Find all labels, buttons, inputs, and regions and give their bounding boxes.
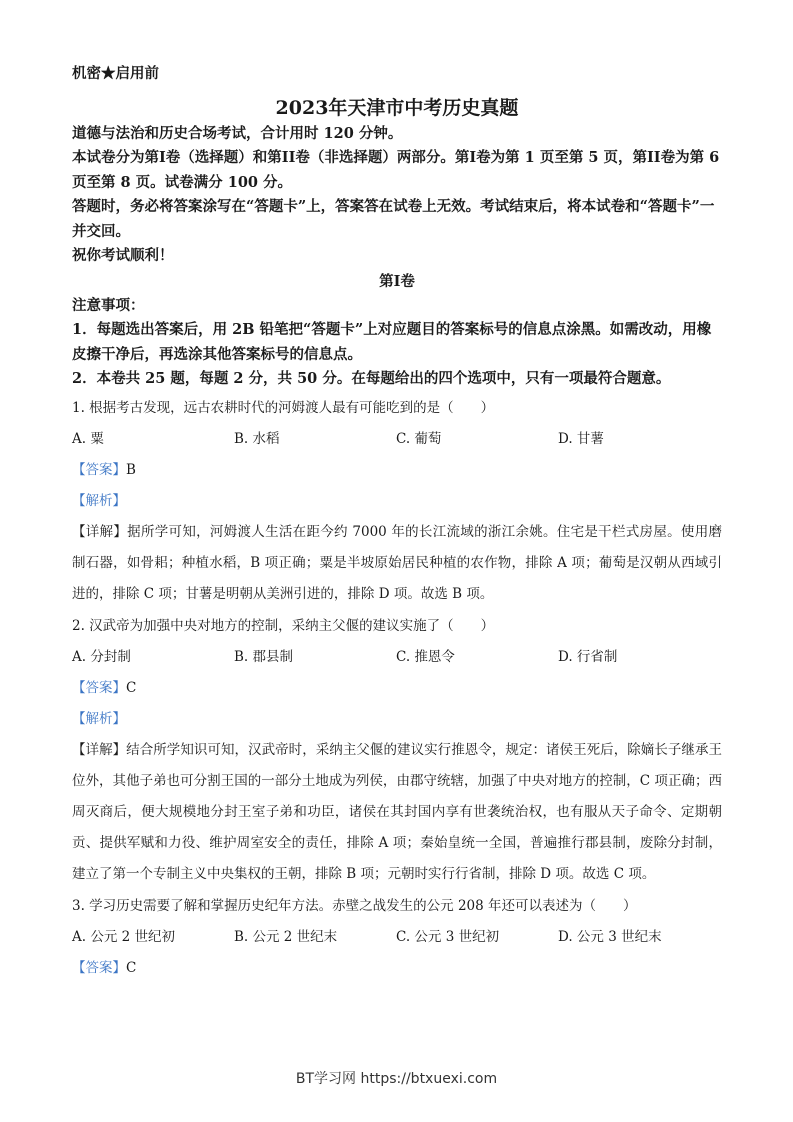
answer-tag: 【答案】	[72, 959, 126, 976]
question-options	[72, 424, 722, 455]
confidential-label: 机密★启用前	[72, 65, 159, 82]
question-stem: 2. 汉武帝为加强中央对地方的控制，采纳主父偃的建议实施了（ ）	[72, 617, 495, 634]
question-options	[72, 922, 722, 953]
answer-tag: 【答案】	[72, 461, 126, 478]
notice-item: 1．每题选出答案后，用 2B 铅笔把“答题卡”上对应题目的答案标号的信息点涂黑。如需改动，用橡皮擦干净后，再选涂其他答案标号的信息点。	[72, 321, 712, 363]
intro-line: 祝你考试顺利！	[72, 247, 174, 264]
option-b: B. 公元 2 世纪末	[234, 928, 338, 945]
analysis-line	[72, 486, 722, 517]
answer-tag: 【答案】	[72, 679, 126, 696]
option-c: C. 葡萄	[396, 430, 442, 447]
option-b: B. 水稻	[234, 430, 280, 447]
question-stem: 1. 根据考古发现，远古农耕时代的河姆渡人最有可能吃到的是（ ）	[72, 399, 495, 416]
intro-line: 道德与法治和历史合场考试，合计用时 120 分钟。	[72, 124, 403, 142]
detail-paragraph	[72, 517, 722, 610]
option-b: B. 郡县制	[234, 648, 294, 665]
question-options	[72, 642, 722, 673]
volume-title: 第I卷	[379, 272, 415, 290]
detail-tag: 【详解】	[72, 741, 127, 758]
notice-item: 2．本卷共 25 题，每题 2 分，共 50 分。在每题给出的四个选项中，只有一项最符合题意。	[72, 370, 671, 387]
answer-line	[72, 455, 722, 486]
answer-line	[72, 673, 722, 704]
option-a: A. 粟	[72, 430, 104, 447]
footer-watermark-link[interactable]: BT学习网 https://btxuexi.com	[295, 1071, 498, 1087]
analysis-tag: 【解析】	[72, 710, 126, 727]
notice-heading: 注意事项：	[72, 296, 145, 314]
answer-value: C	[126, 959, 137, 976]
option-a: A. 分封制	[72, 648, 131, 665]
analysis-line	[72, 704, 722, 735]
answer-value: C	[126, 679, 137, 696]
page-title: 2023年天津市中考历史真题	[275, 96, 519, 119]
option-d: D. 甘薯	[558, 430, 604, 447]
answer-value: B	[126, 461, 136, 478]
detail-paragraph	[72, 735, 722, 890]
detail-text: 结合所学知识可知，汉武帝时，采纳主父偃的建议实行推恩令，规定：诸侯王死后，除嫡长子继承王位外，其他子弟也可分割王国的一部分土地成为列侯，由郡守统辖，加强了中央对地方的控制，C 项正确；西周灭商后，便大规模地分封王室子弟和功臣，诸侯在其封国内享有世袭统治权，也有服从天子命令、定期朝贡、提供军赋和力役、维护周室安全的责任，排除 A 项；秦始皇统一全国，普遍推行郡县制，废除分封制，建立了第一个专制主义中央集权的王朝，排除 B 项；元朝时实行行省制，排除 D 项。故选 C 项。	[72, 741, 723, 882]
option-c: C. 公元 3 世纪初	[396, 928, 500, 945]
detail-tag: 【详解】	[72, 523, 128, 540]
answer-line	[72, 953, 722, 984]
option-d: D. 行省制	[558, 648, 618, 665]
analysis-tag: 【解析】	[72, 492, 126, 509]
option-c: C. 推恩令	[396, 648, 455, 665]
detail-text: 据所学可知，河姆渡人生活在距今约 7000 年的长江流域的浙江余姚。住宅是干栏式房屋。使用磨制石器，如骨耜；种植水稻，B 项正确；粟是半坡原始居民种植的农作物，排除 A 项；葡萄是汉朝从西域引进的，排除 C 项；甘薯是明朝从美洲引进的，排除 D 项。故选 B 项。	[72, 523, 722, 602]
intro-line: 答题时，务必将答案涂写在“答题卡”上，答案答在试卷上无效。考试结束后，将本试卷和“答题卡”一并交回。	[72, 198, 715, 240]
exam-page	[72, 60, 722, 984]
intro-line: 本试卷分为第I卷（选择题）和第II卷（非选择题）两部分。第I卷为第 1 页至第 5 页，第II卷为第 6 页至第 8 页。试卷满分 100 分。	[72, 149, 720, 191]
option-d: D. 公元 3 世纪末	[558, 928, 662, 945]
option-a: A. 公元 2 世纪初	[72, 928, 176, 945]
question-stem: 3. 学习历史需要了解和掌握历史纪年方法。赤壁之战发生的公元 208 年还可以表述为（ ）	[72, 897, 637, 914]
